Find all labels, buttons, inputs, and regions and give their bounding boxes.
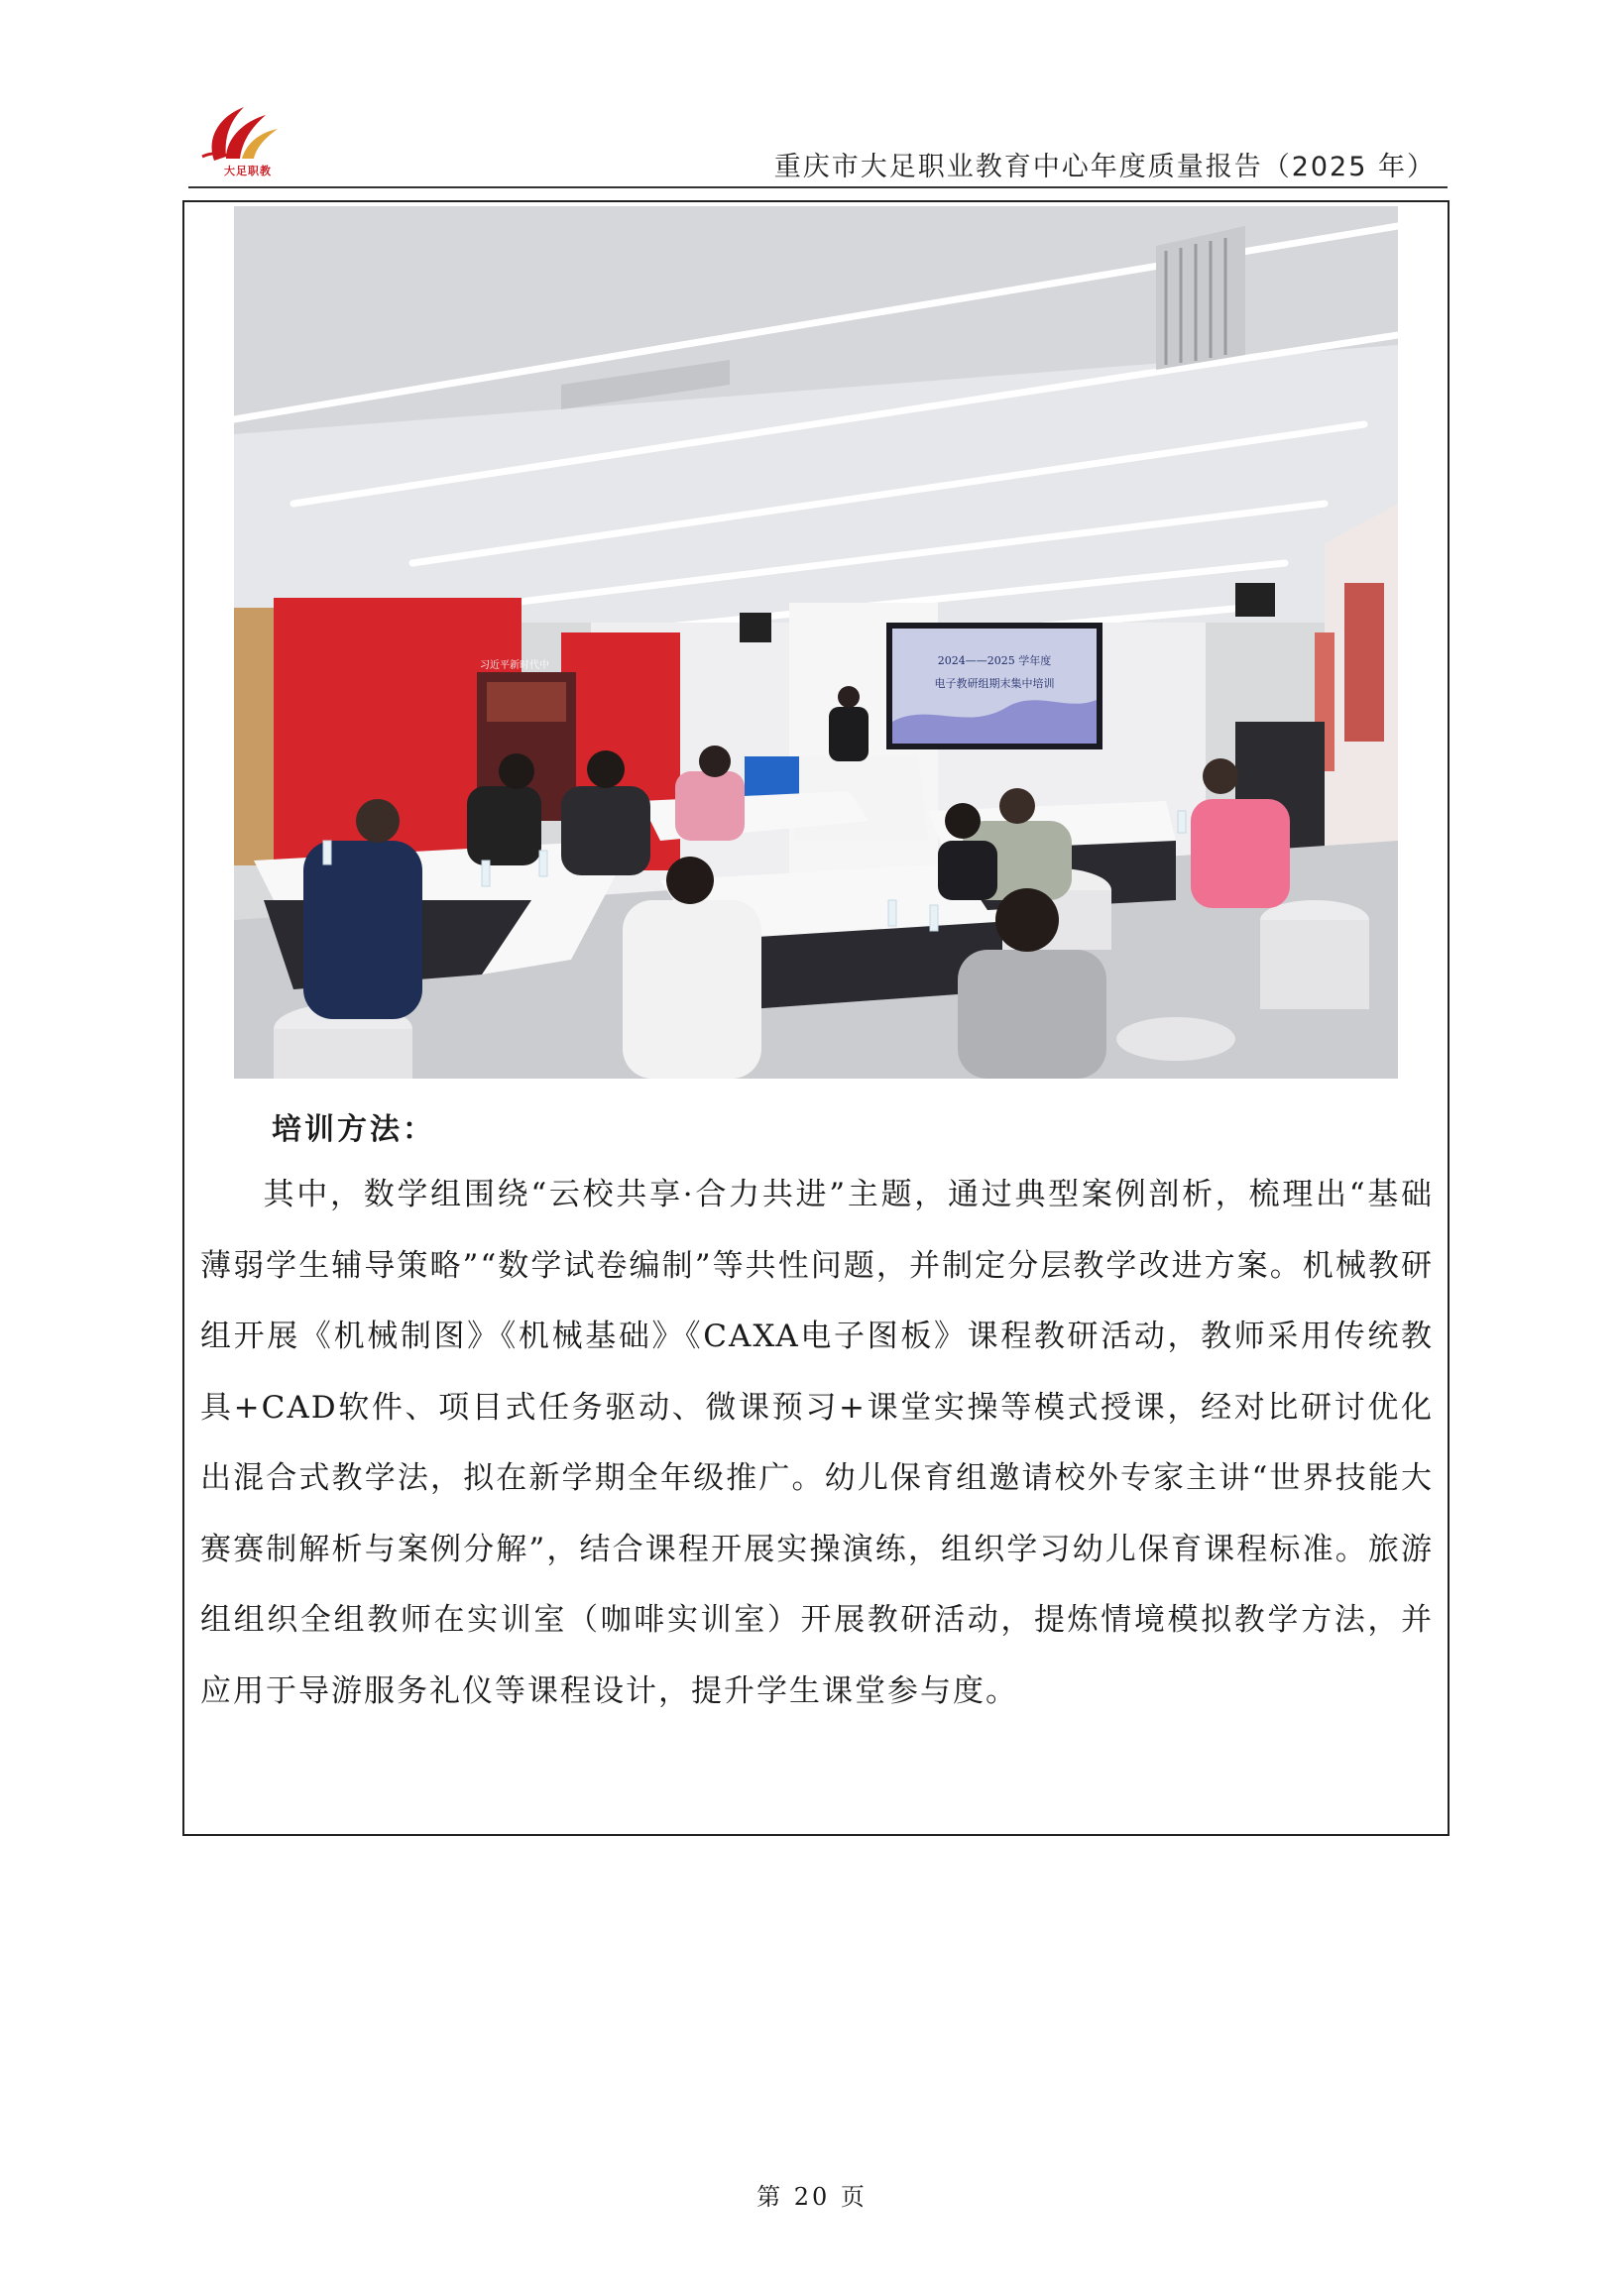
screen-title-line2: 电子教研组期末集中培训: [934, 677, 1055, 690]
training-photo: [234, 206, 1398, 1079]
screen-title-line1: 2024——2025 学年度: [937, 654, 1052, 667]
banner-text: 习近平新时代中: [480, 660, 549, 671]
page-header: [188, 99, 1448, 190]
school-logo: [196, 99, 286, 184]
report-title: 重庆市大足职业教育中心年度质量报告（2025 年）: [773, 152, 1436, 182]
section-title: 培训方法：: [272, 1112, 435, 1147]
body-paragraph: 其中，数学组围绕“云校共享·合力共进”主题，通过典型案例剖析，梳理出“基础薄弱学生辅导策略”“数学试卷编制”等共性问题，并制定分层教学改进方案。机械教研组开展《机械制图》《机械基础》《CAXA电子图板》课程教研活动，教师采用传统教具+CAD软件、项目式任务驱动、微课预习+课堂实操等模式授课，经对比研讨优化出混合式教学法，拟在新学期全年级推广。幼儿保育组邀请校外专家主讲“世界技能大赛赛制解析与案例分解”，结合课程开展实操演练，组织学习幼儿保育课程标准。旅游组组织全组教师在实训室（咖啡实训室）开展教研活动，提炼情境模拟教学方法，并应用于导游服务礼仪等课程设计，提升学生课堂参与度。: [200, 1177, 1434, 1709]
page-number: 第 20 页: [756, 2183, 868, 2211]
content-frame: [182, 200, 1450, 1836]
logo-text: 大足职教: [224, 165, 272, 177]
header-divider: [188, 186, 1448, 188]
